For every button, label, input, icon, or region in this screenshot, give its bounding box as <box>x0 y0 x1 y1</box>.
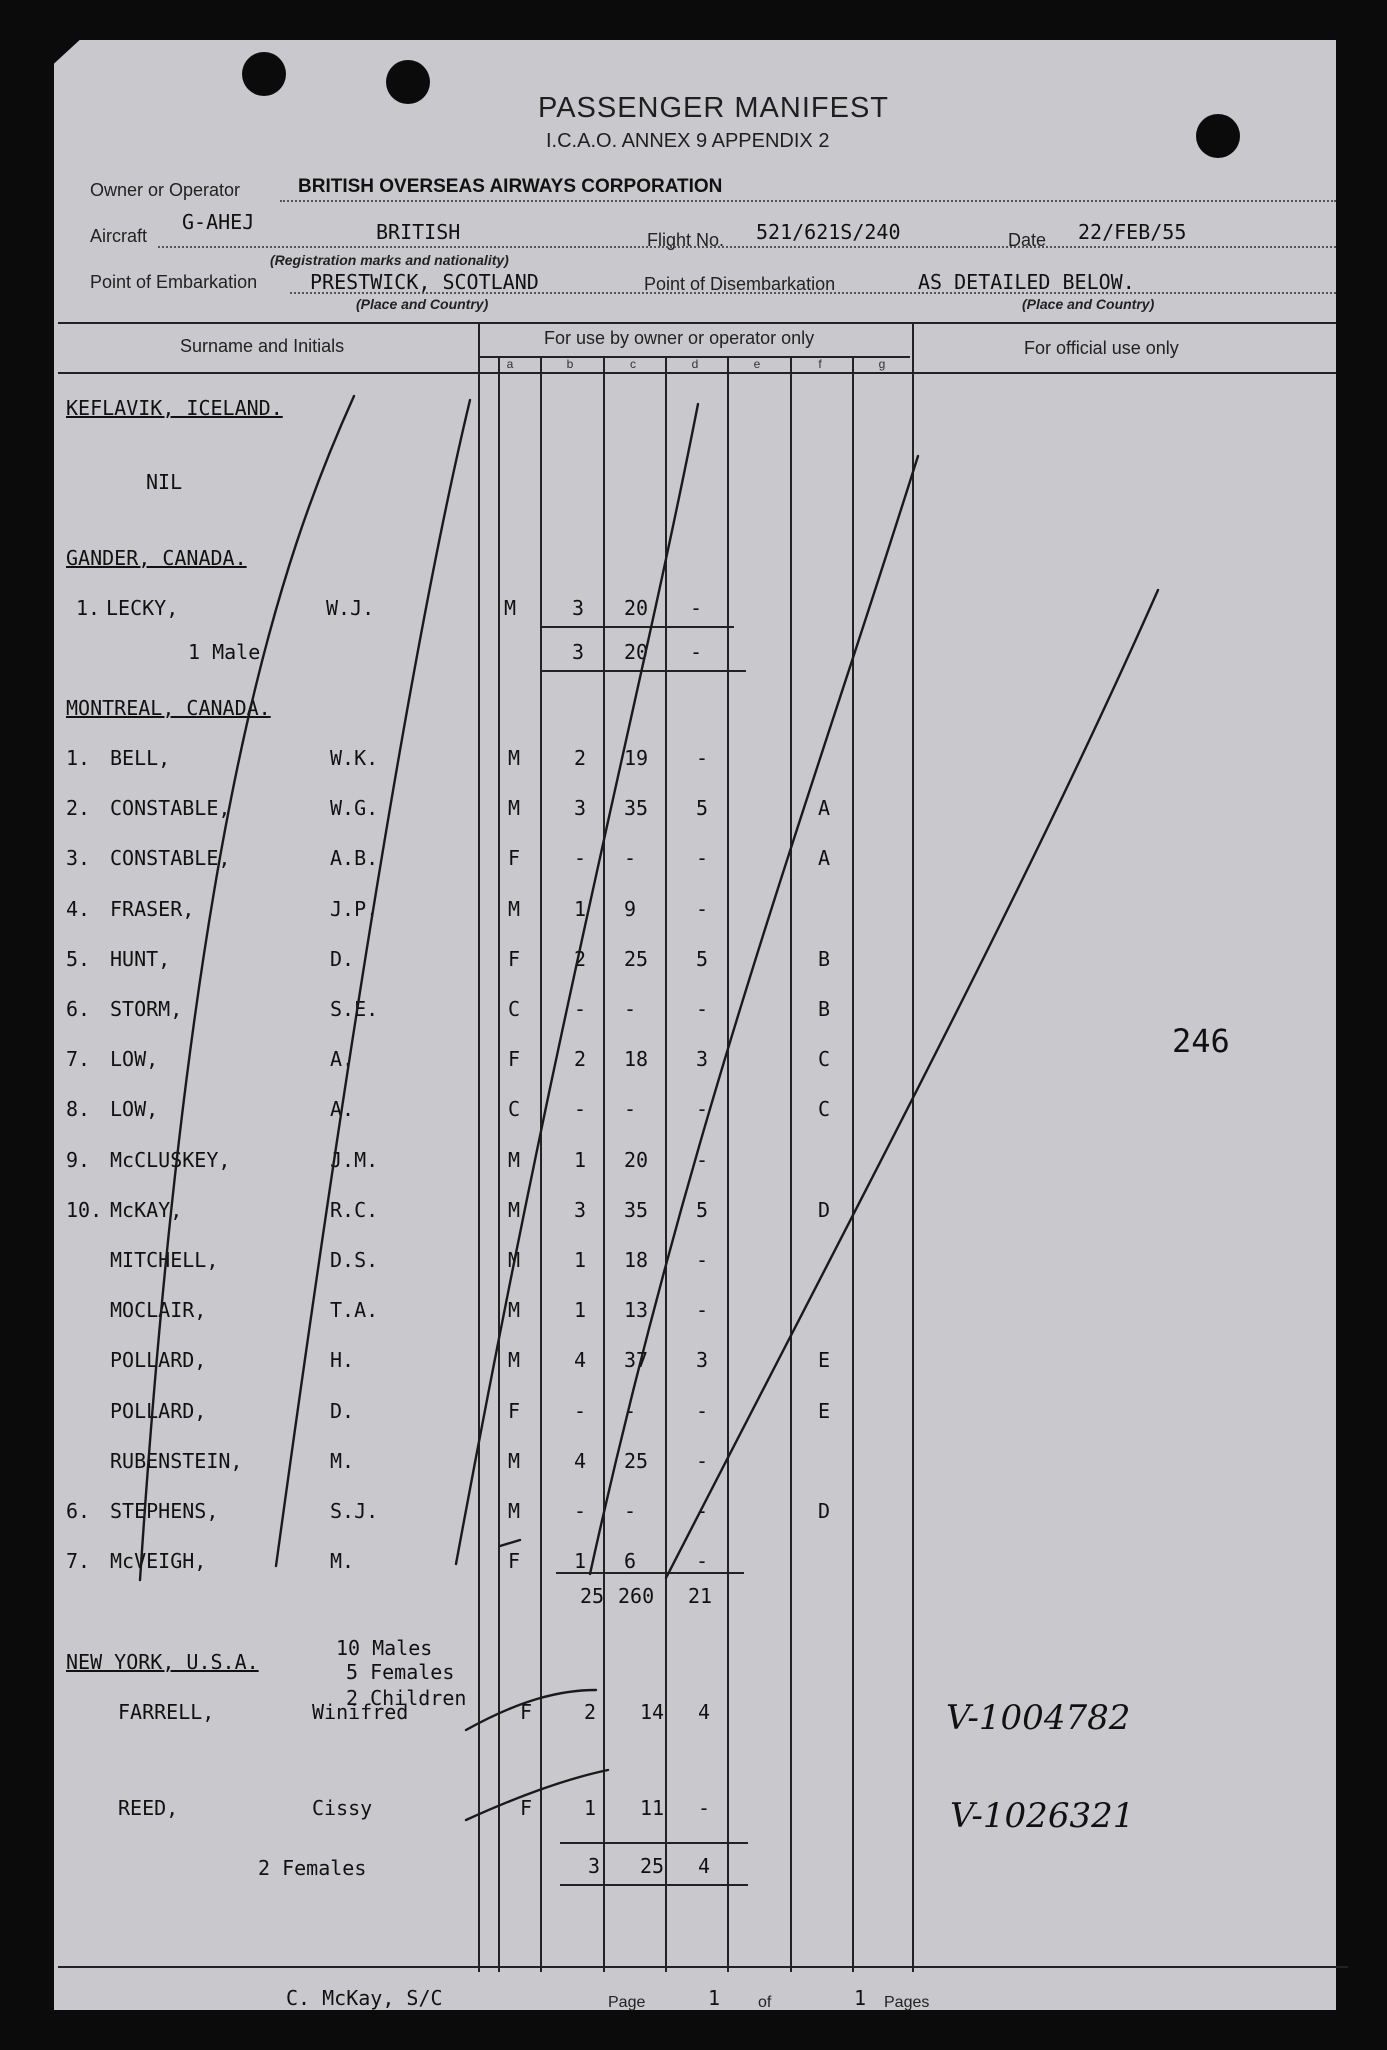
column-divider <box>498 356 500 1972</box>
flight-label: Flight No. <box>647 230 725 250</box>
table-bottom-rule <box>58 1966 1348 1968</box>
col-d-value: 5 <box>696 946 709 971</box>
passenger-initials: W.K. <box>330 746 379 770</box>
passenger-surname: REED, <box>118 1796 179 1820</box>
passenger-surname: HUNT, <box>110 946 171 971</box>
passenger-surname: LECKY, <box>106 596 179 620</box>
punch-hole-icon <box>1196 114 1240 158</box>
col-f-code: A <box>818 846 831 871</box>
col-f-code: A <box>818 796 831 821</box>
date-value: 22/FEB/55 <box>1078 220 1187 244</box>
gander-total-rule <box>542 670 746 672</box>
punch-hole-icon <box>386 60 430 104</box>
passenger-surname: LOW, <box>110 1047 159 1072</box>
col-d-value: - <box>696 1248 709 1272</box>
col-f-code: C <box>818 1097 831 1122</box>
passenger-initials: S.J. <box>330 1499 379 1523</box>
col-d-value: 5 <box>696 796 709 821</box>
col-a-sex: F <box>508 1398 521 1423</box>
aircraft-registration: G-AHEJ <box>182 210 255 234</box>
surname-header: Surname and Initials <box>180 336 345 356</box>
pages-value: 1 <box>854 1986 867 2010</box>
owner-label: Owner or Operator <box>90 180 241 200</box>
passenger-surname: McKAY, <box>110 1197 183 1222</box>
col-d-value: 4 <box>698 1700 711 1724</box>
col-b-value: 2 <box>574 946 587 971</box>
newyork-total-d: 4 <box>698 1854 711 1878</box>
of-label: of <box>758 1994 772 2011</box>
row-number: 2. <box>66 796 91 821</box>
passenger-given-name: Cissy <box>312 1796 373 1820</box>
gander-total-c: 20 <box>624 640 649 664</box>
column-letter-f: f <box>818 357 822 371</box>
column-divider <box>478 322 480 1972</box>
row-number: 8. <box>66 1097 91 1122</box>
row-number: 3. <box>66 846 91 871</box>
col-d-value: - <box>696 896 709 921</box>
col-a-sex: F <box>508 1549 521 1574</box>
aircraft-dotline <box>158 246 1336 248</box>
col-b-value: 2 <box>584 1700 597 1724</box>
passenger-surname: POLLARD, <box>110 1398 207 1423</box>
col-a-sex: F <box>508 946 521 971</box>
column-divider <box>912 322 914 1972</box>
column-divider <box>540 356 542 1972</box>
passenger-initials: D.S. <box>330 1248 379 1272</box>
col-f-code: C <box>818 1047 831 1072</box>
gander-total-d: - <box>690 640 703 664</box>
owner-dotline <box>280 200 1336 202</box>
owner-value: BRITISH OVERSEAS AIRWAYS CORPORATION <box>298 176 723 197</box>
row-number: 10. <box>66 1197 103 1222</box>
passenger-surname: CONSTABLE, <box>110 796 231 821</box>
montreal-subtotal-rule <box>556 1572 744 1574</box>
aircraft-label: Aircraft <box>90 226 148 246</box>
embarkation-note: (Place and Country) <box>356 296 489 312</box>
passenger-initials: A.B. <box>330 846 379 871</box>
col-c-value: 20 <box>624 596 649 620</box>
col-c-value: - <box>624 846 637 871</box>
col-c-value: 14 <box>640 1700 665 1724</box>
aircraft-nationality: BRITISH <box>376 220 461 244</box>
passenger-surname: McVEIGH, <box>110 1549 207 1574</box>
passenger-surname: STORM, <box>110 997 183 1021</box>
col-f-code: E <box>818 1348 831 1373</box>
col-c-value: - <box>624 1499 637 1523</box>
col-b-value: 3 <box>572 596 585 620</box>
official-use-header: For official use only <box>1024 338 1179 358</box>
col-b-value: 1 <box>584 1796 597 1820</box>
col-a-sex: M <box>508 1147 521 1172</box>
passenger-initials: M. <box>330 1549 355 1574</box>
passenger-surname: MOCLAIR, <box>110 1298 207 1323</box>
flight-value: 521/621S/240 <box>756 220 901 244</box>
col-a-sex: M <box>508 1448 521 1473</box>
col-f-code: B <box>818 946 831 971</box>
col-c-value: 35 <box>624 796 649 821</box>
column-letter-a: a <box>506 357 514 371</box>
passenger-initials: M. <box>330 1448 355 1473</box>
col-b-value: - <box>574 846 587 871</box>
embarkation-label: Point of Embarkation <box>90 272 258 292</box>
col-f-code: B <box>818 997 831 1021</box>
official-ref-reed: V-1026321 <box>950 1796 1135 1836</box>
col-a-sex: F <box>520 1796 533 1820</box>
col-c-value: 20 <box>624 1147 649 1172</box>
newyork-subtotal-rule <box>560 1842 748 1844</box>
passenger-surname: STEPHENS, <box>110 1499 219 1523</box>
passenger-initials: D. <box>330 1398 355 1423</box>
page-label: Page <box>608 1994 646 2011</box>
row-number: 1. <box>76 596 101 620</box>
passenger-surname: FRASER, <box>110 896 195 921</box>
col-d-value: - <box>696 1147 709 1172</box>
page-value: 1 <box>708 1986 721 2010</box>
col-c-value: - <box>624 1398 637 1423</box>
owner-use-header: For use by owner or operator only <box>544 328 815 348</box>
col-a-sex: M <box>508 796 521 821</box>
col-b-value: - <box>574 1097 587 1122</box>
col-d-value: - <box>690 596 703 620</box>
col-c-value: 18 <box>624 1047 649 1072</box>
passenger-surname: RUBENSTEIN, <box>110 1448 243 1473</box>
col-b-value: - <box>574 1398 587 1423</box>
column-divider <box>603 356 605 1972</box>
col-a-sex: M <box>504 596 517 620</box>
section-heading-newyork: NEW YORK, U.S.A. <box>66 1650 259 1674</box>
official-mark: 246 <box>1172 1022 1230 1060</box>
keflavik-nil: NIL <box>146 470 183 494</box>
section-heading-keflavik: KEFLAVIK, ICELAND. <box>66 396 283 420</box>
col-a-sex: M <box>508 1499 521 1523</box>
col-d-value: 5 <box>696 1197 709 1222</box>
row-number: 6. <box>66 997 91 1021</box>
row-number: 6. <box>66 1499 91 1523</box>
passenger-given-name: Winifred <box>312 1700 409 1724</box>
col-c-value: 13 <box>624 1298 649 1323</box>
punch-hole-icon <box>242 52 286 96</box>
section-heading-montreal: MONTREAL, CANADA. <box>66 696 271 720</box>
passenger-surname: McCLUSKEY, <box>110 1147 231 1172</box>
col-b-value: 3 <box>574 796 587 821</box>
newyork-summary-females: 5 Females <box>346 1660 455 1684</box>
col-b-value: 1 <box>574 1298 587 1323</box>
col-d-value: - <box>696 997 709 1021</box>
column-letter-g: g <box>878 357 886 371</box>
col-a-sex: F <box>508 1047 521 1072</box>
montreal-total-b: 25 <box>580 1584 605 1608</box>
col-c-value: - <box>624 1097 637 1122</box>
col-a-sex: M <box>508 1348 521 1373</box>
col-d-value: 3 <box>696 1348 709 1373</box>
col-c-value: 35 <box>624 1197 649 1222</box>
pages-label: Pages <box>884 1994 930 2011</box>
official-ref-farrell: V-1004782 <box>946 1698 1131 1738</box>
col-d-value: - <box>698 1796 711 1820</box>
passenger-initials: A. <box>330 1047 355 1072</box>
disembarkation-value: AS DETAILED BELOW. <box>918 270 1135 294</box>
col-b-value: 4 <box>574 1448 587 1473</box>
column-divider <box>790 356 792 1972</box>
col-a-sex: C <box>508 997 521 1021</box>
passenger-surname: CONSTABLE, <box>110 846 231 871</box>
embarkation-value: PRESTWICK, SCOTLAND <box>310 270 539 294</box>
newyork-summary-children: 2 Children <box>346 1686 467 1710</box>
newyork-total-rule <box>560 1884 748 1886</box>
passenger-initials: D. <box>330 946 355 971</box>
col-b-value: 1 <box>574 896 587 921</box>
manifest-subtitle: I.C.A.O. ANNEX 9 APPENDIX 2 <box>546 130 830 152</box>
montreal-total-c: 260 <box>618 1584 655 1608</box>
passenger-initials: A. <box>330 1097 355 1122</box>
passenger-surname: MITCHELL, <box>110 1248 219 1272</box>
column-divider <box>852 356 854 1972</box>
col-c-value: 25 <box>624 946 649 971</box>
row-number: 7. <box>66 1047 91 1072</box>
passenger-surname: FARRELL, <box>118 1700 215 1724</box>
row-number: 4. <box>66 896 91 921</box>
col-a-sex: M <box>508 896 521 921</box>
gander-subtotal-rule <box>542 626 734 628</box>
passenger-initials: S.E. <box>330 997 379 1021</box>
col-f-code: E <box>818 1398 831 1423</box>
col-b-value: 2 <box>574 746 587 770</box>
aircraft-note: (Registration marks and nationality) <box>270 252 509 268</box>
embarkation-dotline <box>290 292 1336 294</box>
column-divider <box>665 356 667 1972</box>
montreal-total-d: 21 <box>688 1584 713 1608</box>
col-b-value: 1 <box>574 1549 587 1574</box>
table-top-rule <box>58 322 1336 324</box>
passenger-initials: J.M. <box>330 1147 379 1172</box>
col-f-code: D <box>818 1499 831 1523</box>
col-a-sex: M <box>508 746 521 770</box>
col-b-value: 2 <box>574 1047 587 1072</box>
passenger-initials: W.J. <box>326 596 375 620</box>
row-number: 5. <box>66 946 91 971</box>
prepared-by-value: C. McKay, S/C <box>286 1986 443 2010</box>
col-d-value: - <box>696 1097 709 1122</box>
col-d-value: - <box>696 1448 709 1473</box>
passenger-surname: LOW, <box>110 1097 159 1122</box>
section-heading-gander: GANDER, CANADA. <box>66 546 247 570</box>
newyork-total-label: 2 Females <box>258 1856 367 1880</box>
column-letter-e: e <box>753 357 761 371</box>
passenger-initials: W.G. <box>330 796 379 821</box>
col-b-value: - <box>574 997 587 1021</box>
col-a-sex: M <box>508 1248 521 1272</box>
col-c-value: 37 <box>624 1348 649 1373</box>
row-number: 9. <box>66 1147 91 1172</box>
col-a-sex: M <box>508 1298 521 1323</box>
gander-total-label: 1 Male <box>188 640 261 664</box>
col-c-value: 9 <box>624 896 637 921</box>
col-c-value: - <box>624 997 637 1021</box>
newyork-total-c: 25 <box>640 1854 665 1878</box>
col-c-value: 18 <box>624 1248 649 1272</box>
table-header-rule <box>58 372 1336 374</box>
passenger-initials: R.C. <box>330 1197 379 1222</box>
col-a-sex: F <box>520 1700 533 1724</box>
col-c-value: 11 <box>640 1796 665 1820</box>
col-b-value: 3 <box>574 1197 587 1222</box>
newyork-summary-males: 10 Males <box>336 1636 433 1660</box>
col-b-value: - <box>574 1499 587 1523</box>
passenger-initials: T.A. <box>330 1298 379 1323</box>
disembarkation-label: Point of Disembarkation <box>644 274 836 294</box>
passenger-initials: H. <box>330 1348 355 1373</box>
passenger-initials: J.P. <box>330 896 379 921</box>
col-d-value: 3 <box>696 1047 709 1072</box>
col-c-value: 6 <box>624 1549 637 1574</box>
column-letter-b: b <box>566 357 574 371</box>
col-f-code: D <box>818 1197 831 1222</box>
manifest-title: PASSENGER MANIFEST <box>538 92 890 124</box>
col-b-value: 4 <box>574 1348 587 1373</box>
passenger-surname: POLLARD, <box>110 1348 207 1373</box>
passenger-surname: BELL, <box>110 746 171 770</box>
col-d-value: - <box>696 1398 709 1423</box>
column-divider <box>727 356 729 1972</box>
col-a-sex: M <box>508 1197 521 1222</box>
row-number: 7. <box>66 1549 91 1574</box>
col-d-value: - <box>696 846 709 871</box>
col-a-sex: C <box>508 1097 521 1122</box>
col-c-value: 19 <box>624 746 649 770</box>
col-a-sex: F <box>508 846 521 871</box>
col-d-value: - <box>696 1298 709 1323</box>
column-letter-d: d <box>691 357 699 371</box>
newyork-total-b: 3 <box>588 1854 601 1878</box>
col-c-value: 25 <box>624 1448 649 1473</box>
row-number: 1. <box>66 746 91 770</box>
column-letter-c: c <box>630 357 636 371</box>
col-d-value: - <box>696 1499 709 1523</box>
col-b-value: 1 <box>574 1248 587 1272</box>
date-label: Date <box>1008 230 1047 250</box>
gander-total-b: 3 <box>572 640 585 664</box>
disembarkation-note: (Place and Country) <box>1022 296 1155 312</box>
col-d-value: - <box>696 1549 709 1574</box>
col-b-value: 1 <box>574 1147 587 1172</box>
col-d-value: - <box>696 746 709 770</box>
